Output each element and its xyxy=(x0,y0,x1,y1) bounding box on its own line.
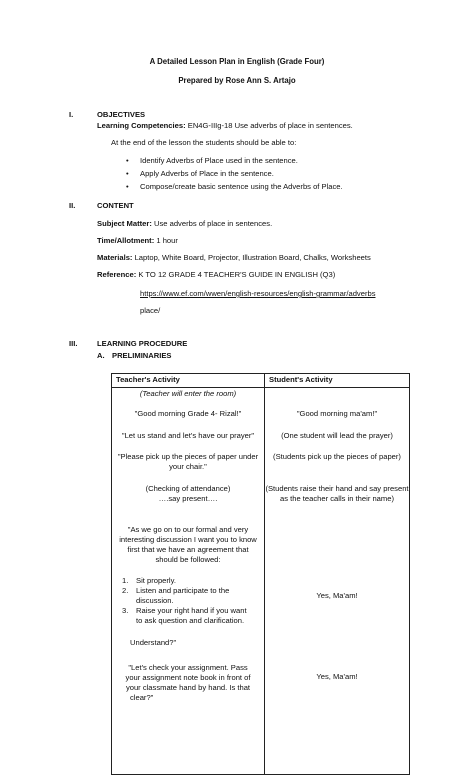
teacher-paper-line2: your chair." xyxy=(169,462,207,471)
materials-label: Materials: xyxy=(97,253,133,262)
section-numeral-procedure: III. xyxy=(69,339,78,348)
reference-link[interactable]: https://www.ef.com/wwen/english-resources/english-grammar/adverbs xyxy=(140,289,376,298)
table-header-row xyxy=(112,374,410,388)
rule-text: Raise your right hand if you want xyxy=(136,606,247,615)
section-heading-procedure: LEARNING PROCEDURE xyxy=(97,339,188,348)
competency-text: EN4G-IIIg-18 Use adverbs of place in sentences. xyxy=(187,121,353,130)
rule-number: 1. xyxy=(122,576,129,585)
reference xyxy=(97,270,335,279)
rule-text: Listen and participate to the xyxy=(136,586,230,595)
teacher-prayer: "Let us stand and let's have our prayer" xyxy=(121,431,255,440)
list-item xyxy=(124,167,343,180)
teacher-assignment-line4: clear?" xyxy=(130,693,154,702)
student-attendance-line1: (Students raise their hand and say present xyxy=(265,484,409,493)
teacher-understand: Understand?" xyxy=(130,638,177,647)
teacher-attendance-line1: (Checking of attendance) xyxy=(145,484,231,493)
teacher-assignment-line3: your classmate hand by hand. Is that xyxy=(125,683,251,692)
table-row xyxy=(112,388,410,775)
teacher-discussion-line3: first that we have an agreement that xyxy=(127,545,249,554)
subsection-heading: PRELIMINARIES xyxy=(112,351,172,360)
agreement-list xyxy=(122,576,262,626)
objectives-list xyxy=(124,154,343,193)
reference-link-continuation[interactable]: place/ xyxy=(140,306,161,315)
student-activity-cell xyxy=(265,388,410,775)
document-title: A Detailed Lesson Plan in English (Grade Four) xyxy=(149,57,325,66)
column-header-student: Student's Activity xyxy=(265,374,410,388)
teacher-attendance-line2: ….say present…. xyxy=(158,494,218,503)
list-item xyxy=(124,154,343,167)
subject-text: Use adverbs of place in sentences. xyxy=(153,219,273,228)
student-greeting: "Good morning ma'am!" xyxy=(296,409,378,418)
teacher-discussion-line1: "As we go on to our formal and very xyxy=(127,525,249,534)
objective-text: Identify Adverbs of Place used in the sentence. xyxy=(140,156,298,165)
list-item xyxy=(122,586,262,606)
rule-number: 3. xyxy=(122,606,129,615)
teacher-assignment-line2: your assignment note book in front of xyxy=(125,673,251,682)
teacher-discussion-line4: should be followed: xyxy=(155,555,221,564)
reference-text: K TO 12 GRADE 4 TEACHER'S GUIDE IN ENGLISH (Q3) xyxy=(138,270,336,279)
column-header-teacher: Teacher's Activity xyxy=(112,374,265,388)
teacher-paper-line1: "Please pick up the pieces of paper under xyxy=(117,452,259,461)
teacher-assignment-line1: "Let's check your assignment. Pass xyxy=(128,663,248,672)
bullet-icon: • xyxy=(126,156,129,165)
activity-table xyxy=(111,373,410,775)
teacher-discussion-line2: interesting discussion I want you to know xyxy=(119,535,257,544)
rule-text: Sit properly. xyxy=(136,576,176,585)
subject-matter xyxy=(97,219,272,228)
objectives-intro: At the end of the lesson the students should be able to: xyxy=(111,138,297,147)
subject-label: Subject Matter: xyxy=(97,219,152,228)
student-reply-2: Yes, Ma'am! xyxy=(316,672,358,681)
section-numeral-content: II. xyxy=(69,201,76,210)
prepared-by: Prepared by Rose Ann S. Artajo xyxy=(178,76,296,85)
list-item xyxy=(122,606,262,626)
student-reply-1: Yes, Ma'am! xyxy=(316,591,358,600)
section-heading-content: CONTENT xyxy=(97,201,134,210)
subsection-letter: A. xyxy=(97,351,105,360)
teacher-activity-cell xyxy=(112,388,265,775)
teacher-enter: (Teacher will enter the room) xyxy=(139,389,237,398)
student-paper: (Students pick up the pieces of paper) xyxy=(273,452,401,461)
rule-text: to ask question and clarification. xyxy=(136,616,245,625)
rule-number: 2. xyxy=(122,586,129,595)
learning-competencies xyxy=(97,121,353,130)
bullet-icon: • xyxy=(126,169,129,178)
rule-text: discussion. xyxy=(136,596,174,605)
section-heading-objectives: OBJECTIVES xyxy=(97,110,146,119)
teacher-greeting: "Good morning Grade 4- Rizal!" xyxy=(134,409,242,418)
time-text: 1 hour xyxy=(156,236,178,245)
student-attendance-line2: as the teacher calls in their name) xyxy=(280,494,394,503)
time-allotment xyxy=(97,236,178,245)
section-numeral-objectives: I. xyxy=(69,110,74,119)
list-item xyxy=(124,180,343,193)
materials-text: Laptop, White Board, Projector, Illustration Board, Chalks, Worksheets xyxy=(134,253,371,262)
list-item xyxy=(122,576,262,586)
bullet-icon: • xyxy=(126,182,129,191)
materials xyxy=(97,253,371,262)
objective-text: Compose/create basic sentence using the Adverbs of Place. xyxy=(140,182,343,191)
objective-text: Apply Adverbs of Place in the sentence. xyxy=(140,169,274,178)
student-prayer: (One student will lead the prayer) xyxy=(281,431,393,440)
competency-label: Learning Competencies: xyxy=(97,121,186,130)
reference-label: Reference: xyxy=(97,270,137,279)
time-label: Time/Allotment: xyxy=(97,236,155,245)
